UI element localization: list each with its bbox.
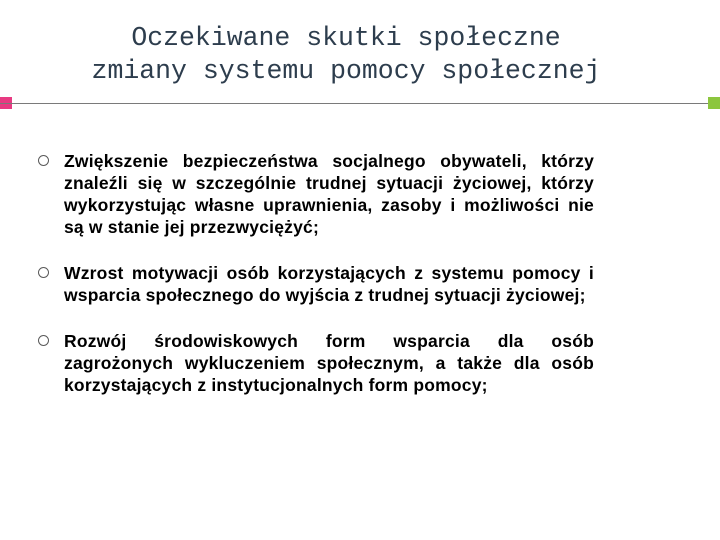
slide-title bbox=[30, 22, 662, 88]
circle-bullet-icon bbox=[38, 267, 49, 278]
title-divider-line bbox=[0, 103, 720, 104]
circle-bullet-icon bbox=[38, 335, 49, 346]
green-accent-square bbox=[708, 97, 720, 109]
bullet-text: Rozwój środowiskowych form wsparcia dla osób zagrożonych wykluczeniem społecznym, a także dla osób korzystających z instytucjonalnych form pomocy; bbox=[64, 331, 594, 395]
bullet-item bbox=[38, 150, 594, 238]
bullet-item bbox=[38, 262, 594, 306]
slide-title-line-2: zmiany systemu pomocy społecznej bbox=[91, 56, 601, 86]
bullet-list bbox=[38, 150, 594, 420]
bullet-text: Zwiększenie bezpieczeństwa socjalnego obywateli, którzy znaleźli się w szczególnie trudnej sytuacji życiowej, którzy wykorzystując własne uprawnienia, zasoby i możliwości nie są w stanie jej przezwyciężyć; bbox=[64, 151, 594, 237]
bullet-text: Wzrost motywacji osób korzystających z systemu pomocy i wsparcia społecznego do wyjścia z trudnej sytuacji życiowej; bbox=[64, 263, 594, 305]
slide-title-line-1: Oczekiwane skutki społeczne bbox=[131, 23, 561, 53]
circle-bullet-icon bbox=[38, 155, 49, 166]
bullet-item bbox=[38, 330, 594, 396]
